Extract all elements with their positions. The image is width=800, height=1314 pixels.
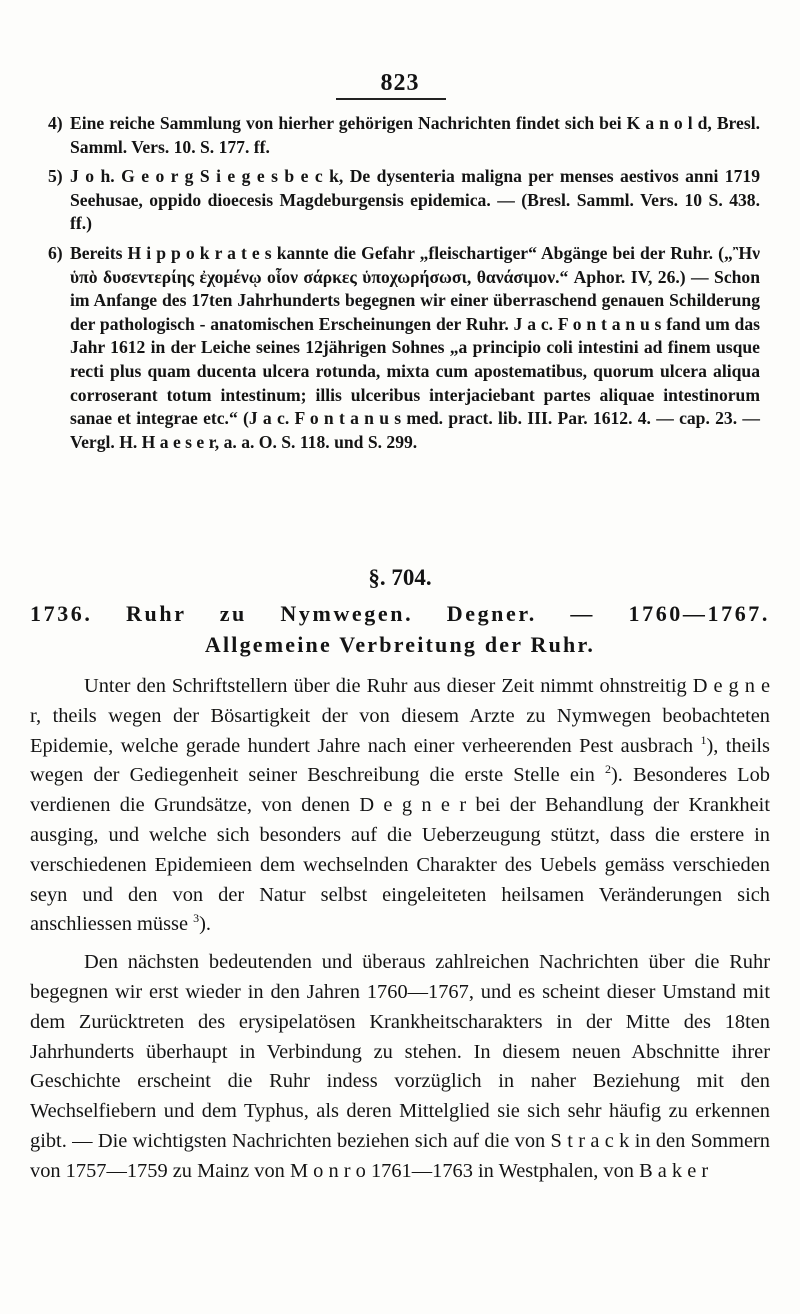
footnotes	[48, 112, 760, 460]
paragraph-text: ). Besonderes Lob verdienen die Grundsätze, von denen D e g n e r bei der Behandlung der Krankheit ausging, und welche sich besonders auf die Ueberzeugung stützt, dass die erstere in verschiedenen Epidemieen dem wechselnden Charakter des Uebels gemäss verschieden seyn und den von der Natur selbst eingeleiteten heilsamen Veränderungen sich anschliessen müsse	[30, 764, 771, 936]
footnote-number: 4)	[48, 113, 63, 133]
paragraph-text: ), theils wegen der Gediegenheit seiner Beschreibung die erste Stelle ein	[30, 734, 770, 787]
footnote-text: Bereits H i p p o k r a t e s kannte die Gefahr „fleischartiger“ Abgänge bei der Ruhr. („Ἢν ὑπὸ δυσεντερίης ἐχομένῳ οἷον σάρκες ὑποχωρήσωσι, θανάσιμον.“ Aphor. IV, 26.) — Schon im Anfange des 17ten Jahrhunderts begegnen wir einer überraschend genauen Schilderung der pathologisch - anatomischen Erscheinungen der Ruhr. J a c. F o n t a n u s fand um das Jahr 1612 in der Leiche seines 12jährigen Sohnes „a principio coli intestini ad finem usque recti plus quam ducenta ulcera rotunda, mixta cum apostematibus, quorum ulcera aliqua corroserant totum intestinum; illis ulceribus interjaciebant partes aliquae intestinorum sanae et integrae etc.“ (J a c. F o n t a n u s med. pract. lib. III. Par. 1612. 4. — cap. 23. — Vergl. H. H a e s e r, a. a. O. S. 118. und S. 299.	[70, 242, 760, 452]
footnote-5	[48, 165, 760, 236]
footnote-ref-1: 1	[700, 732, 707, 747]
page-number-rule	[336, 98, 446, 100]
footnote-text: J o h. G e o r g S i e g e s b e c k, De dysenteria maligna per menses aestivos anni 1719 Seehusae, oppido dioecesis Magdeburgensis epidemica. — (Bresl. Samml. Vers. 10 S. 438. ff.)	[70, 166, 760, 234]
section-number: §. 704.	[368, 565, 432, 590]
footnote-6	[48, 242, 760, 454]
footnote-ref-3: 3	[193, 911, 200, 926]
chapter-heading: 1736. Ruhr zu Nymwegen. Degner. — 1760—1767.	[30, 601, 770, 626]
footnote-number: 5)	[48, 166, 63, 187]
paragraph-text: Unter den Schriftstellern über die Ruhr aus dieser Zeit nimmt ohnstreitig D e g n e r, theils wegen der Bösartigkeit der von diesem Arzte zu Nymwegen beobachteten Epidemie, welche gerade hundert Jahre nach einer verheerenden Pest ausbrach	[30, 675, 770, 757]
page-number: 823	[380, 70, 420, 96]
body-text	[30, 672, 770, 1195]
chapter-subheading: Allgemeine Verbreitung der Ruhr.	[204, 632, 596, 657]
paragraph-text: ).	[199, 913, 211, 936]
footnote-4	[48, 112, 760, 159]
footnote-number: 6)	[48, 242, 63, 263]
paragraph-2: Den nächsten bedeutenden und überaus zahlreichen Nachrichten über die Ruhr begegnen wir erst wieder in den Jahren 1760—1767, und es scheint dieser Umstand mit dem Zurücktreten des erysipelatösen Krankheitscharakters in der Mitte des 18ten Jahrhunderts überhaupt in Verbindung zu stehen. In diesem neuen Abschnitte ihrer Geschichte erscheint die Ruhr indess vorzüglich in naher Beziehung mit den Wechselfiebern und dem Typhus, als deren Mittelglied sie sich sehr häufig zu erkennen gibt. — Die wichtigsten Nachrichten beziehen sich auf die von S t r a c k in den Sommern von 1757—1759 zu Mainz von M o n r o 1761—1763 in Westphalen, von B a k e r	[30, 951, 770, 1182]
paragraph-1	[30, 672, 770, 940]
footnote-ref-2: 2	[604, 762, 611, 777]
footnote-text: Eine reiche Sammlung von hierher gehörigen Nachrichten findet sich bei K a n o l d, Bresl. Samml. Vers. 10. S. 177. ff.	[70, 113, 760, 157]
